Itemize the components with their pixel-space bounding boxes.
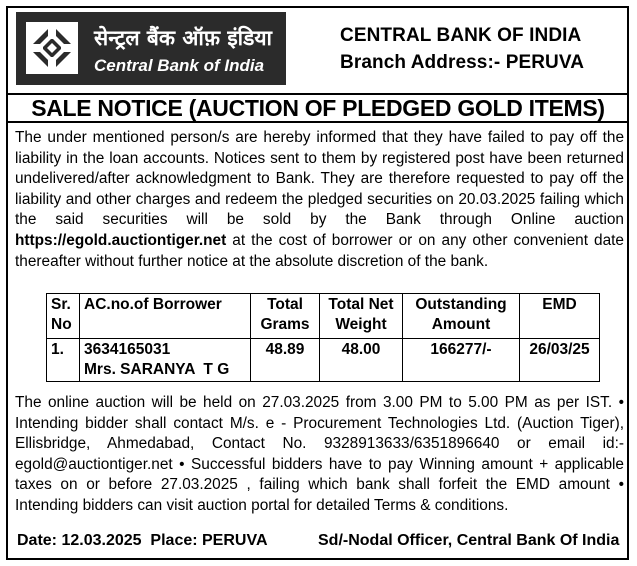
- cell-sr: 1.: [47, 339, 80, 382]
- header-sr-no: Sr. No: [47, 294, 80, 339]
- logo-english-name: Central Bank of India: [94, 56, 265, 75]
- bank-logo-block: [16, 12, 286, 85]
- intro-paragraph: [15, 128, 624, 272]
- pledged-items-table: [46, 293, 600, 382]
- table-row: [47, 339, 600, 382]
- cell-account-number: 3634165031: [84, 341, 171, 358]
- bank-emblem-icon: [26, 22, 78, 74]
- intro-text-after-link: at the cost of borrower or on any other convenient date thereafter without further notice at the absolute discretion of the bank.: [15, 231, 624, 270]
- cell-total-grams: 48.89: [251, 339, 320, 382]
- auction-details-paragraph: The online auction will be held on 27.03.2025 from 3.00 PM to 5.00 PM as per IST. • Intending bidder shall contact M/s. e - Procurement Technologies Ltd. (Auction Tiger), Ellisbridge, Ahmedabad, Contact No. 9328913633/6351896640 or email id:- egold@auctiontiger.net • Successful bidders have to pay Winning amount + applicable taxes on or before 27.03.2025 , failing which bank shall forfeit the EMD amount • Intending bidders can visit auction portal for detailed Terms & conditions.: [15, 394, 624, 514]
- notice-title: SALE NOTICE (AUCTION OF PLEDGED GOLD ITEMS): [7, 93, 629, 123]
- table-header-row: [47, 294, 600, 339]
- intro-text-before-link: The under mentioned person/s are hereby informed that they have failed to pay off the liability in the loan accounts. Notices sent to them by registered post have been returned undelivered/after acknowledgment to Bank. They are therefore requested to pay off the liability and other charges and redeem the pledged securities on 20.03.2025 failing which the said securities will be sold by the Bank through Online auction: [15, 129, 624, 229]
- cell-total-net-weight: 48.00: [320, 339, 403, 382]
- header-branch-address: Branch Address:- PERUVA: [340, 52, 585, 73]
- header-total-net-weight: Total Net Weight: [320, 294, 403, 339]
- cell-outstanding: 166277/-: [403, 339, 520, 382]
- header-bank-name: CENTRAL BANK OF INDIA: [340, 25, 582, 46]
- header-total-grams: Total Grams: [251, 294, 320, 339]
- header-account: AC.no.of Borrower: [80, 294, 251, 339]
- auction-portal-link: https://egold.auctiontiger.net: [15, 231, 227, 249]
- cell-borrower-name: Mrs. SARANYA T G: [84, 361, 230, 378]
- cell-account: [80, 339, 251, 382]
- footer-signatory: Sd/-Nodal Officer, Central Bank Of India: [318, 532, 620, 549]
- header-emd: EMD: [520, 294, 600, 339]
- cell-emd: 26/03/25: [520, 339, 600, 382]
- footer-date-place: Date: 12.03.2025 Place: PERUVA: [17, 532, 268, 549]
- header-outstanding: Outstanding Amount: [403, 294, 520, 339]
- logo-hindi-name: सेन्ट्रल बैंक ऑफ़ इंडिया: [94, 26, 272, 50]
